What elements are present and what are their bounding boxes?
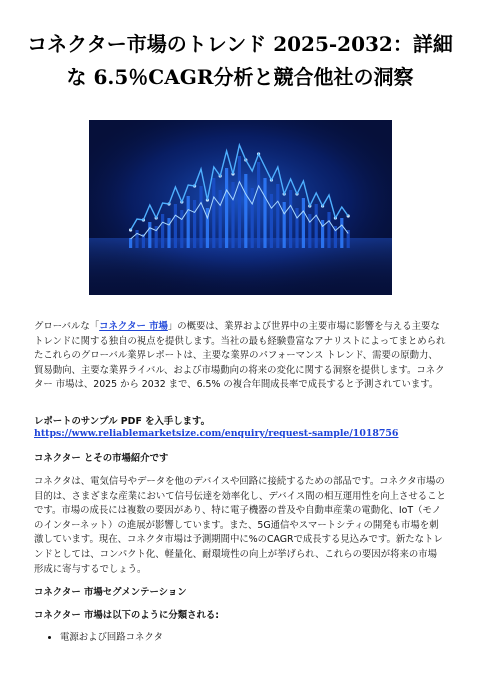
hero-bar-shape bbox=[199, 186, 202, 248]
hero-bar-shape bbox=[308, 214, 311, 248]
sample-url-link[interactable]: https://www.reliablemarketsize.com/enquiry/request-sample/1018756 bbox=[34, 428, 399, 439]
hero-bar-shape bbox=[135, 230, 138, 248]
hero-bar-shape bbox=[212, 178, 215, 248]
sample-label: レポートのサンプル PDF を入手します。 bbox=[34, 416, 210, 427]
section-heading-intro: コネクター とその市場紹介です bbox=[34, 453, 169, 464]
market-link[interactable]: コネクター 市場 bbox=[99, 321, 168, 332]
intro-body: 」の概要は、業界および世界中の主要市場に影響を与える主要なトレンドに関する独自の視点を提供します。当社の最も経験豊富なアナリストによってまとめられたこれらのグローバル業界レポートは、主要な業界のパフォーマンス トレンド、需要の原動力、貿易動向、主要な業界ライバル、および市場動向の将来の変化に関する洞察を提供します。コネクター 市場は、2025 から 2032 まで、6.5% の複合年間成長率で成長すると予測されています。 bbox=[34, 321, 446, 391]
hero-bar-shape bbox=[251, 188, 254, 248]
hero-bar-shape bbox=[283, 202, 286, 248]
hero-bar-shape bbox=[231, 182, 234, 248]
market-paragraph: コネクタは、電気信号やデータを他のデバイスや回路に接続するための部品です。コネクタ市場の目的は、さまざまな産業において信号伝達を効率化し、デバイス間の相互運用性を向上させることです。市場の成長には複数の要因があり、特に電子機器の普及や自動車産業の電動化、IoT（モノのインターネット）の進展が影響しています。また、5G通信やスマートシティの開発も市場を刺激しています。現在、コネクタ市場は予測期間中に%のCAGRで成長する見込みです。新たなトレンドとしては、コンパクト化、軽量化、耐環境性の向上が挙げられ、これらの要因が将来の市場形成に寄与するでしょう。 bbox=[34, 476, 446, 575]
list-item: • 電源および回路コネクタ bbox=[60, 631, 440, 645]
hero-bar-shape bbox=[148, 222, 151, 248]
chart-illustration bbox=[89, 120, 392, 295]
hero-bar-shape bbox=[180, 210, 183, 248]
section-heading-classified: コネクター 市場は以下のように分類される: bbox=[34, 610, 219, 621]
hero-bar-shape bbox=[295, 208, 298, 248]
intro-prefix: グローバルな「 bbox=[34, 321, 100, 332]
hero-bar-shape bbox=[193, 200, 196, 248]
hero-bar-shape bbox=[302, 198, 305, 248]
hero-bar-shape bbox=[225, 168, 228, 248]
hero-bar-shape bbox=[187, 196, 190, 248]
hero-bar-shape bbox=[129, 238, 132, 248]
hero-bar-shape bbox=[276, 184, 279, 248]
hero-bar-shape bbox=[244, 174, 247, 248]
hero-bar-shape bbox=[340, 218, 343, 248]
hero-image-market-chart bbox=[89, 120, 392, 295]
hero-bar-shape bbox=[289, 190, 292, 248]
hero-bar-shape bbox=[161, 214, 164, 248]
hero-bar-shape bbox=[270, 194, 273, 248]
segment-list bbox=[48, 631, 440, 645]
sample-request bbox=[34, 416, 446, 440]
hero-bar-shape bbox=[219, 190, 222, 248]
hero-bar-shape bbox=[315, 204, 318, 248]
intro-paragraph bbox=[34, 320, 446, 393]
hero-bar-shape bbox=[238, 156, 241, 248]
document-title: コネクター市場のトレンド 2025-2032：詳細な 6.5％CAGR分析と競合他社の洞察 bbox=[27, 32, 453, 89]
hero-bar-shape bbox=[257, 162, 260, 248]
section-heading-segmentation: コネクター 市場セグメンテーション bbox=[34, 587, 187, 598]
hero-bar-shape bbox=[327, 212, 330, 248]
hero-bar-shape bbox=[263, 178, 266, 248]
hero-bar-shape bbox=[174, 204, 177, 248]
